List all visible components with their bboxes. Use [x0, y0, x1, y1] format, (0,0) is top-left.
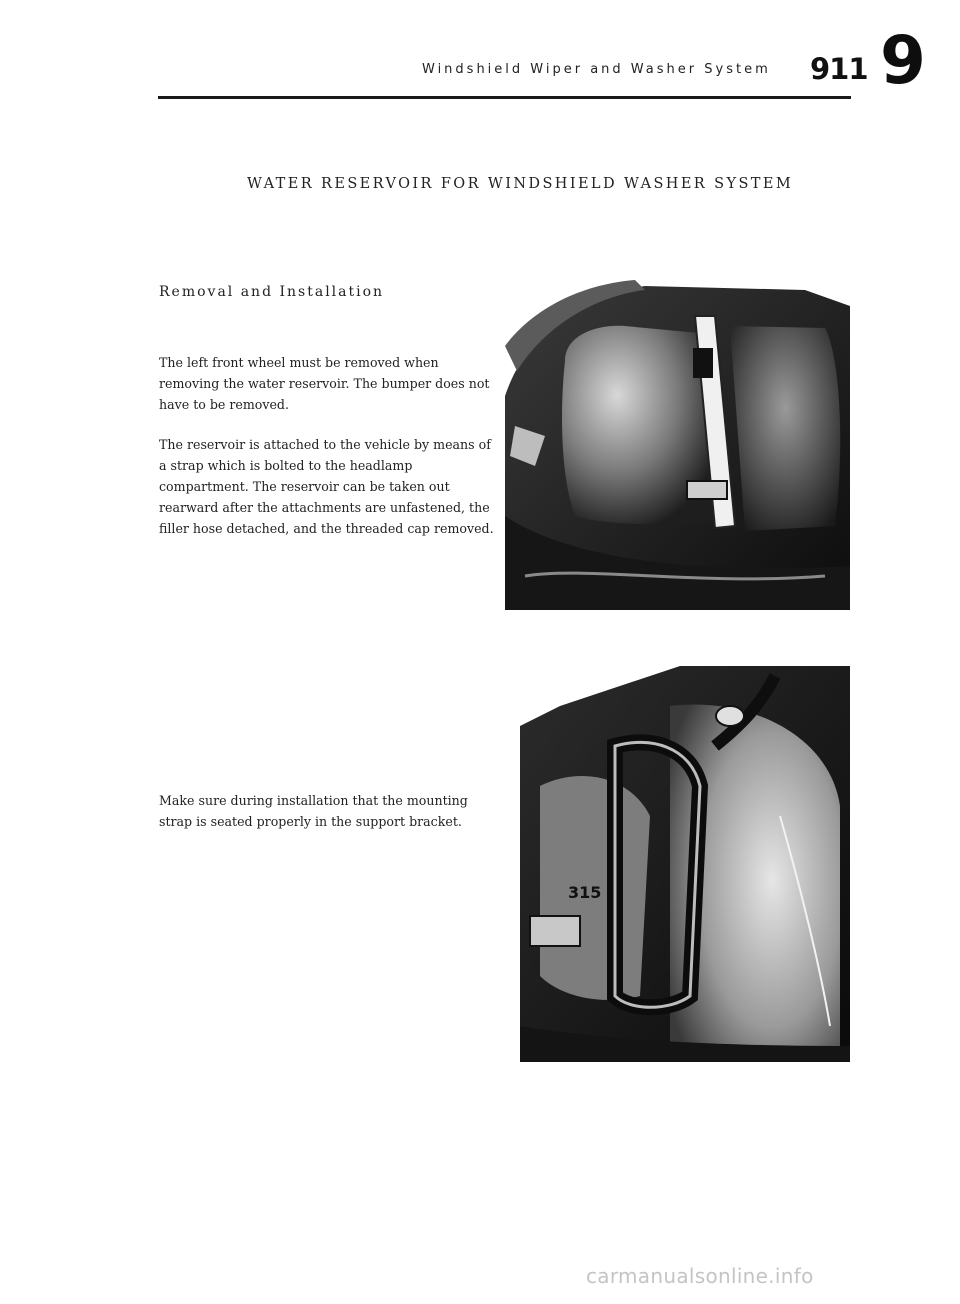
chapter-number: 9 [880, 22, 926, 99]
paragraph-removal: The left front wheel must be removed when removing the water reservoir. The bumper does not have to be removed. [159, 355, 490, 412]
model-number: 911 [810, 52, 868, 86]
paragraph-installation: Make sure during installation that the mounting strap is seated properly in the support bracket. [159, 793, 468, 829]
section-title: WATER RESERVOIR FOR WINDSHIELD WASHER SYSTEM [247, 176, 794, 192]
reservoir-photo [505, 276, 850, 610]
header-rule [158, 96, 851, 99]
photo-label-315: 315 [568, 883, 602, 902]
subsection-heading: Removal and Installation [159, 284, 385, 300]
paragraph-attachment: The reservoir is attached to the vehicle by means of a strap which is bolted to the headlamp compartment. The reservoir can be taken out rearward after the attachments are unfastened, the filler hose detached, and the threaded cap removed. [159, 437, 494, 536]
watermark: carmanualsonline.info [586, 1264, 814, 1288]
mounting-strap-photo [520, 666, 850, 1062]
running-header-title: Windshield Wiper and Washer System [422, 62, 771, 77]
